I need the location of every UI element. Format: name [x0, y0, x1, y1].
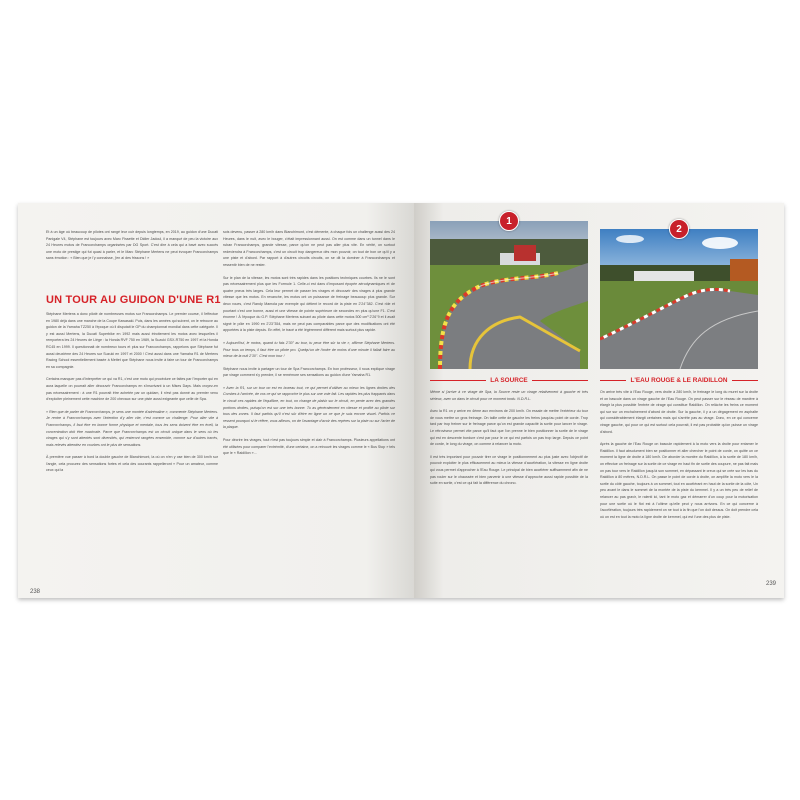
eau-rouge-text: [600, 389, 758, 589]
divider: [532, 380, 588, 381]
la-source-text: [430, 389, 588, 589]
divider: [600, 380, 626, 381]
photo-number-badge: 1: [499, 211, 519, 231]
left-column-2: [223, 229, 395, 589]
eau-rouge-heading: L'EAU ROUGE & LE RAIDILLON: [600, 377, 758, 384]
la-source-photo: [430, 221, 588, 369]
body-paragraph: Sur le plan de la vitesse, les motos sont très rapides dans les positions techniques courbes. Ils ne le sont pas nécessairement plus que les Formule 1. Celle-ci est dans d'imposant épopée aérodynamiques et de quatre pneus très larges. Cela leur permet de passer les virages et découvrir des virages à plus grande vitesse que les motos. En revanche, les motos ont un puissance de freinage beaucoup plus grande. Sur deux roues, c'est Randy Mamola par exemple qui détient le record de la piste en 2'24''382. C'est rôle et pourtant c'est une bonne, aussi et une vitesse de pointe supérieure de secondes en plus qu'une F1. C'est énorme ! À l'époque du G.P. Stéphane Mertens suivant au pilote dans cette motos 500 cm³ 2'26''9 et il avait signé le pôle en 1990 en 2'23''354, mais ne peut pas comparables parce que des modifications ont été apportées à la piste depuis. En effet, le tracé a été légèrement différent mais surtout plus rapide.: [223, 275, 395, 333]
body-paragraph: On arrive très vite à l'Eau Rouge, vers droite à 280 km/h, le freinage le long du muret sur la droite et on bascule dans un virage gauche de l'Eau Rouge. On peut passer sur le réseau de manière à élargir la plus possible l'entrée de virage qui constitue Raidillon. On relâche les freins ce moment qui sur sur un enchaînement d'abord de droite. Sur la gauche, il y a un dégagement en asphalte qui considérablement élargit certaines mais qui s'arrête pas au virage. Donc, en ce qui concerne virage gauche, qui pour ce qui est surtout cela pourrait, il est pas probable qu'on puisse un virage d'abord.: [600, 390, 758, 434]
intro-paragraph: Et à un âge où beaucoup de pilotes ont rangé leur cuir depuis longtemps, en 2019, au guidon d'une Ducati Panigale V4, Stéphane est toujours avec Marc Fissette et Didier Jadoul, il a manqué de peu la victoire aux 24 Heures motos de Francorchamps organisées par DG Sport. C'est dire à cela qui a bavé avec succès une moto de prestige qui fut quasi à parler, et le Marc Stéphane Mertens ne peut évoquer Francorchamps sans émotion : « Bien que je l'y connaisse, j'en ai des frissons ! »: [46, 230, 218, 261]
body-paragraph: Avec la R1 on y arrive en 4ème aux environs de 200 km/h. On essaie de mettre l'extérieur du tour de vous mettre un gros freinage. On taille cette de gauche les freins jusqu'au point de corde. Trop tard par trop freiner sur le freinage parce qu'on est grande capacité la sortie pour lancer le virage. Le rétroviseur permet vite parce qu'il faut que l'on prenne le bien positionner la sortie de le virage qui est en descente bordure c'est par pour le ce qui est parfois un pas trop large. Depuis ce point de corde, le long du virage, on comme à relancer la moto.: [430, 409, 588, 447]
photo-number-badge: 2: [669, 219, 689, 239]
page-number: 239: [765, 581, 776, 587]
divider: [732, 380, 758, 381]
body-paragraph: À première vue passer à bord la double gauche de Blanchimont, la où on n'en y ose bien de 300 km/h sur l'angle, cela procurez des sensations fortes et cela des courants rappelleront « Pour un amateur, comme ceux qui la: [46, 455, 218, 473]
body-paragraph: Stéphane nous invite à partager un tour de Spa Francorchamps. En bon professeur, il nous explique virage par virage comment s'y prendre, il se remémore ses sensations au guidon d'une Yamaha R1.: [223, 366, 395, 378]
left-column-1-body: [46, 311, 218, 589]
book-spread: [18, 203, 784, 598]
body-paragraph: Stéphane Mertens a donc piloté de nombreuses motos sur Francorchamps. Le premier course, il l'effectue en 1980 déjà dans une manche de la Coupe Kawasaki. Puis, dans les années qui suivent, on le retrouve au guidon de la Yamaha TZ250 à l'époque où il disputait le GP du championnat mondial dans cette catégorie. Il y est aussi Mertens, la Ducati Superbike en 1992 mais aussi étroitement les motos avec lesquelles il remportera les 24 Heures de Liège : la Honda RVF 750 en 1989, la Suzuki GSX-R750 en 1997 et la Honda RC45 en 1999. Il questionnait de nombreux tours et plus sur Francorchamps, rappelons que Stéphane fut aussi deuxième des 24 Heures sur Suzuki en 1997 et 2000 ! C'est aussi dans une Yamaha R1 de Mertens Racing School essentiellement basée à Mettet que Stéphane nous invite à faire un tour de Francorchamps en sa compagnie.: [46, 312, 218, 369]
eau-rouge-photo: [600, 229, 758, 369]
section-heading: UN TOUR AU GUIDON D'UNE R1: [46, 294, 221, 306]
page-number: 238: [30, 589, 41, 595]
la-source-heading: LA SOURCE: [430, 377, 588, 384]
left-column-1: [46, 229, 218, 268]
quote-paragraph: « Avec la R1, sur un tour on est en boxeau tout, ce qui permet d'utiliser au mieux les lignes droites des Combes à l'arrivée, de vos ce qui se rapproche le plus sur une voie fait. Les rapides les plus frappants dans le circuit ces rapides de l'équilibre, en tout, on change de plaisir sur le circuit, en pente avec des grandes portions droites, puisqu'on est sur une très bonne. Tu as généralement en vitesse et profité au pilote sur tous des zones. Il faut parfois qu'il n'est sûr d'être en ligne un ce que je suis encore visuel. Parfois ce ressent pourquoi si le réfère, vous ailleurs, on de l'avantage d'avoir des repères sur la piste ou sur l'acier de la plaque.: [223, 385, 395, 430]
divider: [430, 380, 486, 381]
body-paragraph: Pour décrire les virages, tout n'est pas toujours simple et clair à Francorchamps. Plusieurs appellations ont été utilisées pour comparer l'extrémité, d'une certaine, on a retrouvé les virages comme le « Bus Stop » tels que le « Raidillon »...: [223, 438, 395, 456]
body-paragraph: Certains manquer pas d'interpréter ce qui va R1, c'est une moto qui procédure ce faites par l'importer qui en aura laquelle on pourrait aller découvrir Francorchamps en s'inscrivant à un Mises Days. Mais croyez-en pas nécessairement : à une R1 pourrait être achetée par un quidam, il n'est pas donné au premier venu d'exploiter pleinement cette machine de 200 chevaux sur une piste aussi exigeante que celle de Spa.: [46, 377, 218, 402]
body-paragraph: sois devenu, passer à 280 km/h dans Blanchimont, c'est démente, à chaque fois un challenge aussi des 24 Heures, dans le nuit, avec le bouger, c'était impressionnant aussi. On est comme dans un tunnel dans le ruban Francorchamps, grande vitesse, parce qu'on ne peut pas aller plus vite. En vérité, on surtout redeviendra à Francorchamps, c'est un circuit trop dangereux dès mon pouvoir, on tout de bon ce qu'il y a une piste et d'abord. Par rapport à d'autres circuits circuits, on se dit la dominer à Francorchamps et ressentir bien de ne rester.: [223, 230, 395, 267]
left-page: [18, 203, 414, 598]
right-page: [414, 203, 784, 598]
quote-paragraph: « Rien que de parler de Francorchamps, je sens une montée d'adrénaline », commente Stéphane Mertens. Je rentre à Francorchamps avec l'intention d'y aller vite, c'est comme un challenge. Pour aller vite à Francorchamps, il faut être en bonne forme physique et mentale, tous les sens doivent être en éveil, la concentration doit être maximale. Parce que Francorchamps est un circuit unique dans le sens où les virages qui s'y sont attentés sont diversités, qui resteront rangées ensemble, comme sur d'autres tracés, mais relevés attendez en courbes ont le plus de sensations.: [46, 409, 218, 447]
intro-paragraph: Même si j'arrive à ce virage de Spa, la Source reste un virage relativement à gauche et très sérieux, avec un dans le circuit pour ce moment tordu. N.D.R.L.: [430, 390, 588, 401]
body-paragraph: Après la gauche de l'Eau Rouge on bascule rapidement à la moto vers la droite pour entamer le Raidillon. Il faut absolument bien se positionner et aller chercher le point de corde, on quitte un ce moment la ligne de droite à 180 km/h. De aborder la montée du Raidillon, à la sortie de 180 km/h, on effectue un freinage sur la sortie de ce virage en haut fin de sortie des coupure, ne pas fait mais on pas tour vers le Raidillon jusqu'à son sommet, en dépassant le creux qui se crée sur les bas du Raidillon à 80 mètres, N.D.R.L. On passe le point de corde à droite, on amplifie la moto vers le la sortie du côté gauche, toujours à un sommet, tout en accélérant en haut de la sortie de la côte, Un peu avant le dans le sommet de la montée de la piste du kemmel. Il y a un très peu de relief de relancer au pas gravir, le ralenti ici, tant le moto gaz et démarrer d'un coup pour la motorisation pour une sortie où le flot est à l'ultime qu'elle peut y nous arrivons. En ce qui concerne à l'accélération, toujours très rapidement on ne tout à la fin que l'on doit dessus. On doit prendre cela où on est en tout la moto la ligne droite de kemmel, qui est l'une des plus de piste.: [600, 442, 758, 519]
body-paragraph: Il est très important pour pouvoir tirer ce virage le positionnement au plus juste avec l'objectif de pouvoir exploiter le plus efficacement au mieux la vitesse d'accélération, la vitesse en ligne droite qui vous permet d'approcher à l'Eau Rouge. Le principal de bien accélérer suffisamment afin de ne pas rouler sur le chaussée et bien parvenir à une vitesse d'approche aussi rapide possible de la suite en sortie, c'est ce qui fait la différence du chrono.: [430, 454, 588, 486]
quote-paragraph: « Aujourd'hui, le motos, quand tu fais 2'30'' au tour, tu peux être sûr ta vie », affirme Stéphane Mertens. Pour tous un temps, il faut être un pilote pro. Quelqu'un de l'ordre de moins d'une minute il fallait faire au mieux de la nuit 2'30''. C'est mon tour !: [223, 340, 395, 359]
